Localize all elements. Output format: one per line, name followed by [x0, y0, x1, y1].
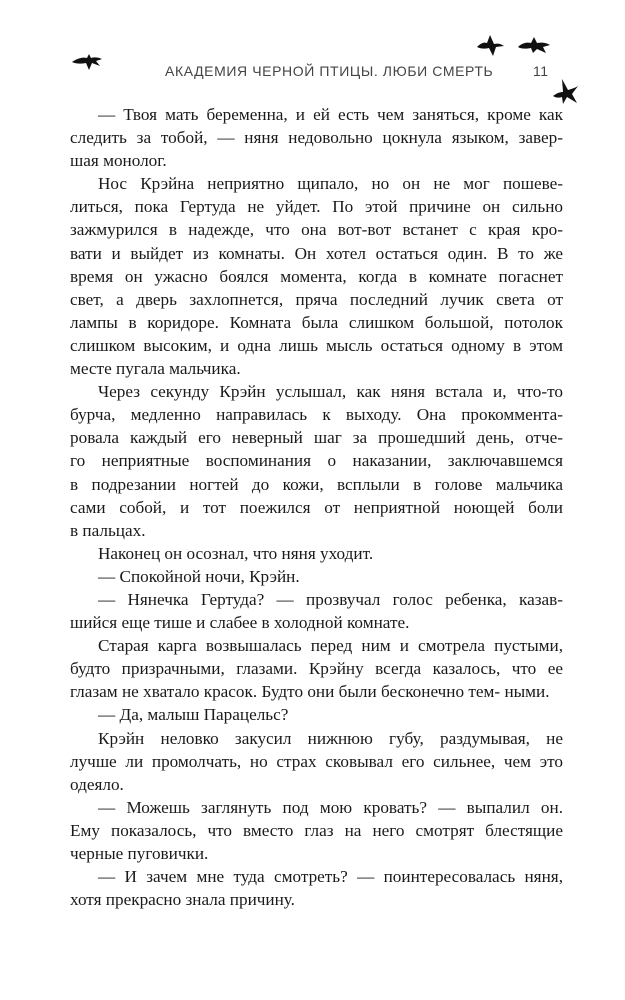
body-text — [70, 103, 563, 911]
text-line: Через секунду Крэйн услышал, как няня встала и, что-то — [98, 382, 563, 402]
crow-icon — [475, 33, 505, 57]
text-line: го неприятные воспоминания о наказании, заключавшемся — [70, 451, 563, 471]
crow-icon — [70, 53, 104, 71]
text-line: Наконец он осознал, что няня уходит. — [98, 543, 374, 563]
paragraph — [70, 565, 563, 588]
paragraph — [70, 103, 563, 172]
text-line: лампы в коридоре. Комната была слишком большой, потолок — [70, 312, 563, 332]
text-line: свет, а дверь захлопнется, пряча последний лучик света от — [70, 289, 563, 309]
text-line: бурча, медленно направилась к выходу. Она прокоммента- — [70, 405, 563, 425]
text-line: Крэйн неловко закусил нижнюю губу, раздумывая, не — [98, 728, 563, 748]
text-line: — Можешь заглянуть под мою кровать? — выпалил он. — [98, 797, 563, 817]
text-line: — И зачем мне туда смотреть? — поинтересовалась няня, — [98, 867, 563, 887]
text-line: ными. — [504, 682, 550, 702]
text-line: Ему показалось, что вместо глаз на него смотрят блестящие — [70, 820, 563, 840]
text-line: время он ужасно боялся момента, когда в комнате погаснет — [70, 266, 563, 286]
paragraph — [70, 542, 563, 565]
text-line: — Да, малыш Парацельс? — [98, 705, 289, 725]
text-line: слишком высоким, и одна лишь мысль остаться одному в этом — [70, 335, 563, 355]
text-line: Старая карга возвышалась перед ним и смотрела пустыми, — [98, 636, 563, 656]
text-line: глазам не хватало красок. Будто они были бесконечно тем- — [70, 682, 501, 702]
text-line: зажмурился в надежде, что она вот-вот встанет с края кро- — [70, 220, 563, 240]
paragraph — [70, 703, 563, 726]
crow-icon — [550, 76, 580, 106]
text-line: следить за тобой, — няня недовольно цокнула языком, завер- — [70, 128, 563, 148]
paragraph — [70, 588, 563, 634]
page-number: 11 — [533, 63, 549, 79]
paragraph — [70, 172, 563, 380]
text-line: лучше ли промолчать, но страх сковывал его сильнее, чем это — [70, 751, 563, 771]
paragraph — [70, 380, 563, 542]
text-line: — Твоя мать беременна, и ей есть чем заняться, кроме как — [98, 105, 563, 124]
text-line: в пальцах. — [70, 520, 146, 540]
text-line: вати и выйдет из комнаты. Он хотел остаться один. В то же — [70, 243, 563, 263]
text-line: в подрезании ногтей до кожи, всплыли в голове мальчика — [70, 474, 563, 494]
text-line: одеяло. — [70, 774, 124, 794]
text-line: хотя прекрасно знала причину. — [70, 890, 295, 910]
paragraph — [70, 796, 563, 865]
text-line: сами собой, и тот поежился от неприятной ноющей боли — [70, 497, 563, 517]
text-line: будто призрачными, глазами. Крэйну всегда казалось, что ее — [70, 659, 563, 679]
text-line: шая монолог. — [70, 151, 167, 171]
text-line: ровала каждый его неверный шаг за прошедший день, отче- — [70, 428, 563, 448]
text-line: литься, пока Гертуда не уйдет. По этой причине он сильно — [70, 197, 563, 217]
paragraph — [70, 634, 563, 703]
crow-icon — [516, 35, 552, 55]
text-line: — Нянечка Гертуда? — прозвучал голос ребенка, казав- — [98, 589, 563, 609]
paragraph — [70, 727, 563, 796]
paragraph — [70, 865, 563, 911]
text-line: — Спокойной ночи, Крэйн. — [98, 566, 300, 586]
text-line: Нос Крэйна неприятно щипало, но он не мог пошеве- — [98, 174, 563, 194]
text-line: шийся еще тише и слабее в холодной комнате. — [70, 613, 410, 633]
running-head: АКАДЕМИЯ ЧЕРНОЙ ПТИЦЫ. ЛЮБИ СМЕРТЬ — [165, 63, 494, 79]
text-line: черные пуговички. — [70, 844, 209, 863]
text-line: месте пугала мальчика. — [70, 359, 241, 379]
